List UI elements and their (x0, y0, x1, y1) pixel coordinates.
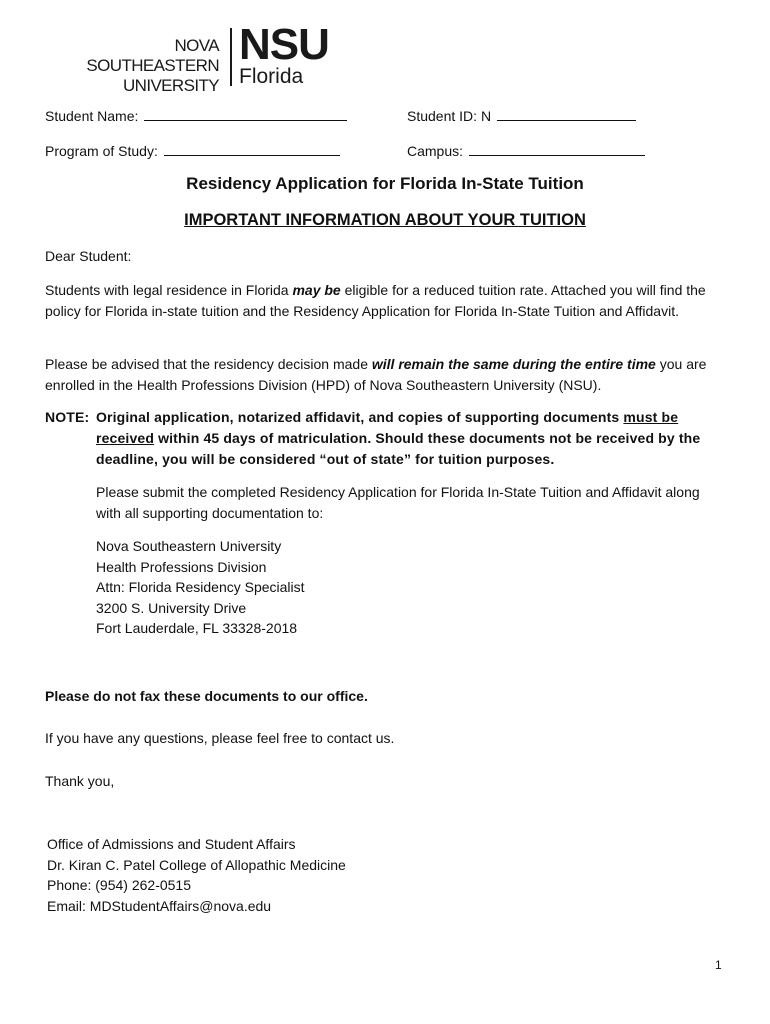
note-block (45, 407, 725, 470)
student-name-label: Student Name: (45, 108, 139, 124)
signature-email: Email: MDStudentAffairs@nova.edu (47, 897, 272, 914)
document-title: Residency Application for Florida In-State Tuition (186, 174, 584, 193)
student-id-field (407, 106, 636, 125)
note-emphasis: must be received (96, 409, 679, 446)
document-subtitle: IMPORTANT INFORMATION ABOUT YOUR TUITION (184, 211, 586, 229)
address-line: Nova Southeastern University (96, 538, 282, 554)
program-of-study-blank[interactable] (164, 141, 340, 156)
address-line: Health Professions Division (96, 558, 267, 575)
paragraph-eligibility (45, 280, 725, 321)
address-line: Fort Lauderdale, FL 33328-2018 (96, 620, 298, 636)
logo-nsu: NSU (239, 20, 329, 69)
student-name-field (45, 106, 347, 125)
address-line: Attn: Florida Residency Specialist (96, 579, 305, 595)
mailing-address (96, 536, 726, 639)
signature-office: Office of Admissions and Student Affairs (47, 836, 296, 852)
note-body (96, 407, 725, 470)
program-of-study-label: Program of Study: (45, 143, 158, 159)
address-line: 3200 S. University Drive (96, 599, 247, 616)
signature-college: Dr. Kiran C. Patel College of Allopathic Medicine (47, 856, 346, 873)
signature-block (47, 834, 346, 916)
logo-line-2: UNIVERSITY (122, 76, 219, 95)
logo-florida: Florida (239, 65, 304, 88)
para2-emphasis: will remain the same during the entire time (371, 356, 656, 372)
para2-text-c: you are enrolled in the Health Professions Division (HPD) of Nova Southeastern University (NSU). (45, 356, 707, 393)
page-number: 1 (715, 958, 722, 972)
signature-phone: Phone: (954) 262-0515 (47, 877, 191, 893)
fax-notice: Please do not fax these documents to our office. (45, 688, 368, 704)
program-of-study-field (45, 141, 340, 160)
para2-text-a: Please be advised that the residency decision made (45, 356, 372, 372)
student-id-prefix: N (480, 108, 492, 124)
student-id-blank[interactable] (497, 106, 636, 121)
campus-field (407, 141, 645, 160)
submit-instructions: Please submit the completed Residency Application for Florida In-State Tuition and Affidavit along with all supporting documentation to: (96, 484, 700, 521)
para1-emphasis: may be (292, 282, 341, 298)
note-text-a: Original application, notarized affidavit, and copies of supporting documents (96, 409, 624, 425)
note-label: NOTE: (45, 409, 90, 425)
para1-text-c: eligible for a reduced tuition rate. Attached you will find the policy for Florida in-state tuition and the Residency Application for Florida In-State Tuition and Affidavit. (45, 282, 706, 319)
closing-text: Thank you, (45, 773, 115, 789)
campus-blank[interactable] (469, 141, 645, 156)
para1-text-a: Students with legal residence in Florida (45, 282, 293, 298)
student-name-blank[interactable] (144, 106, 347, 121)
questions-text: If you have any questions, please feel free to contact us. (45, 730, 395, 746)
paragraph-residency-decision (45, 354, 725, 395)
logo-wordmark (42, 36, 219, 96)
greeting: Dear Student: (45, 248, 132, 264)
note-text-c: within 45 days of matriculation. Should these documents not be received by the deadline, you will be considered “out of state” for tuition purposes. (96, 430, 701, 467)
student-id-label: Student ID: (407, 108, 478, 124)
logo-divider (230, 28, 232, 86)
nsu-florida-logo (42, 20, 362, 95)
logo-line-1: NOVA SOUTHEASTERN (86, 36, 219, 75)
campus-label: Campus: (407, 143, 464, 159)
